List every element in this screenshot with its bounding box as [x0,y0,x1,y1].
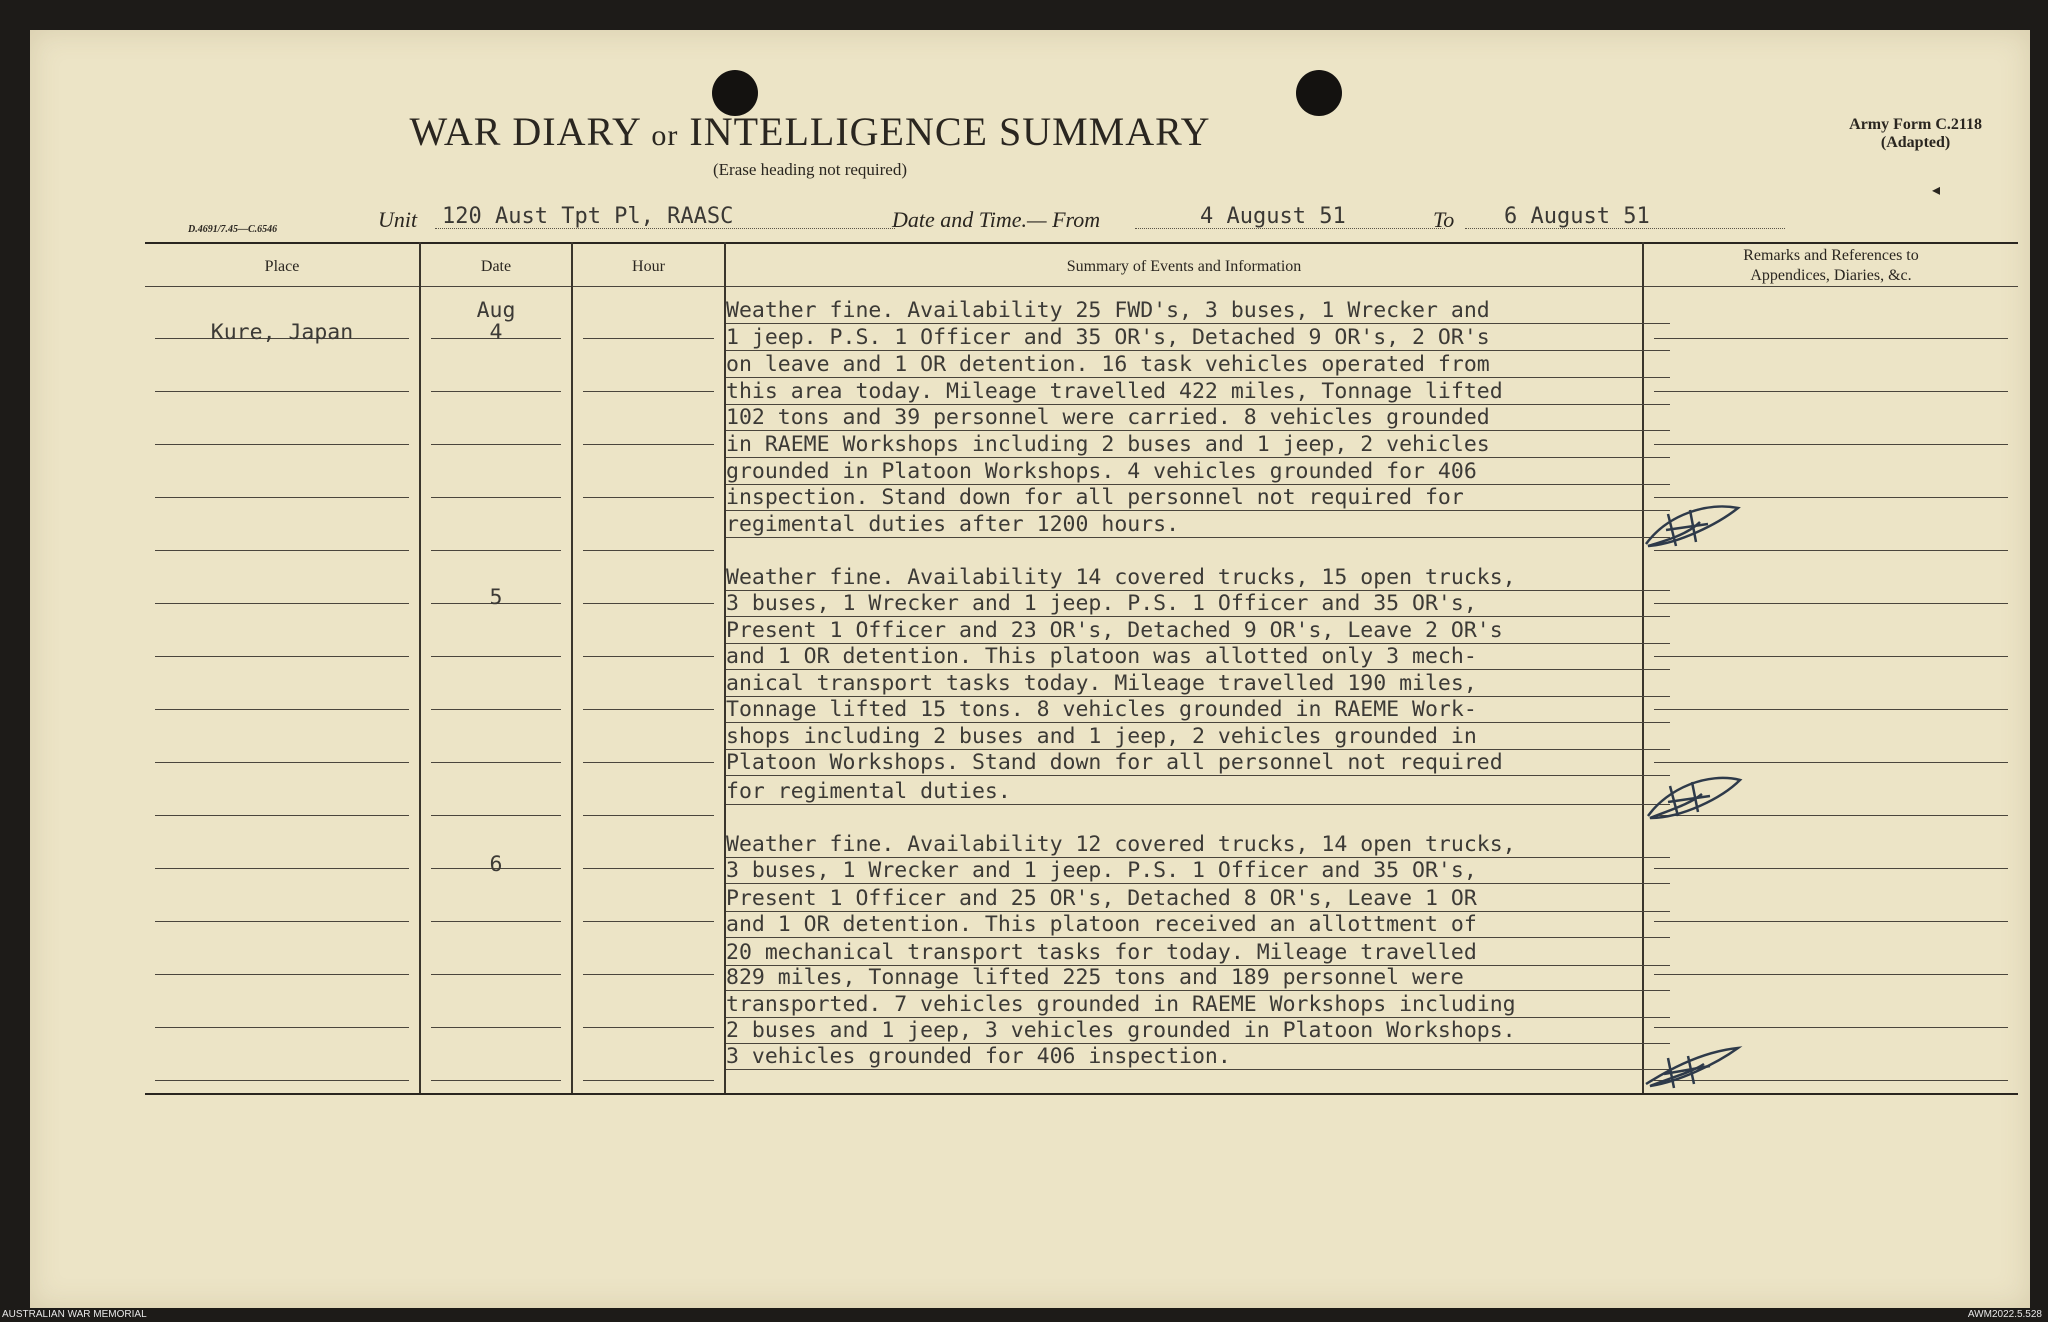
summary-line: Platoon Workshops. Stand down for all personnel not required [726,750,1503,775]
ruled-line [431,974,561,975]
ruled-line [1654,603,2008,604]
ruled-line [155,1027,409,1028]
ruled-line [583,603,714,604]
summary-line: regimental duties after 1200 hours. [726,512,1180,537]
footer-accession-number: AWM2022.5.528 [1967,1309,2042,1320]
ruled-line [726,430,1670,431]
ruled-line [726,457,1670,458]
to-date-value: 6 August 51 [1504,204,1650,229]
ruled-line [726,537,1670,538]
ruled-line [431,550,561,551]
to-label: To [1433,207,1455,232]
ruled-line [583,391,714,392]
ruled-line [155,974,409,975]
ruled-line [431,815,561,816]
ruled-line [155,497,409,498]
print-code: D.4691/7.45—C.6546 [188,224,278,235]
ruled-line [155,815,409,816]
ruled-line [1654,868,2008,869]
ruled-line [431,444,561,445]
ruled-line [155,603,409,604]
summary-line: this area today. Mileage travelled 422 miles, Tonnage lifted [726,379,1503,404]
summary-line: 20 mechanical transport tasks for today. Mileage travelled [726,940,1477,965]
ruled-line [583,921,714,922]
ruled-line [726,804,1670,805]
ruled-line [583,815,714,816]
entry-day: 4 [489,320,503,345]
summary-line: and 1 OR detention. This platoon was allotted only 3 mech- [726,644,1477,669]
ruled-line [726,323,1670,324]
footer-institution: AUSTRALIAN WAR MEMORIAL [2,1309,147,1320]
summary-line: Weather fine. Availability 12 covered trucks, 14 open trucks, [726,832,1516,857]
ruled-line [726,990,1670,991]
entry-place: Kure, Japan [210,320,354,345]
ruled-line [431,709,561,710]
ruled-line [1654,709,2008,710]
summary-line: 102 tons and 39 personnel were carried. 8 vehicles grounded [726,405,1490,430]
unit-value: 120 Aust Tpt Pl, RAASC [442,204,734,229]
ruled-line [431,391,561,392]
ruled-line [726,883,1670,884]
initials-signature [1638,764,1748,824]
ruled-line [431,1027,561,1028]
ruled-line [726,937,1670,938]
ruled-line [1654,338,2008,339]
summary-line: 3 buses, 1 Wrecker and 1 jeep. P.S. 1 Officer and 35 OR's, [726,591,1477,616]
document-title: WAR DIARY or INTELLIGENCE SUMMARY [409,109,1211,154]
ruled-line [155,868,409,869]
ruled-line [726,722,1670,723]
ruled-line [726,1069,1670,1070]
ruled-line [726,669,1670,670]
margin-mark: ◂ [1931,182,1940,199]
header-place: Place [264,258,300,275]
header-hour: Hour [632,258,665,275]
header-remarks: Remarks and References to Appendices, Diaries, &c. [1743,247,1919,284]
ruled-line [583,444,714,445]
ruled-line [583,1080,714,1081]
ruled-line [1654,1027,2008,1028]
initials-signature [1638,494,1748,554]
ruled-line [726,350,1670,351]
ruled-line [583,338,714,339]
summary-line: anical transport tasks today. Mileage travelled 190 miles, [726,671,1477,696]
ruled-line [155,709,409,710]
ruled-line [431,1080,561,1081]
ruled-line [583,868,714,869]
ruled-line [726,775,1670,776]
summary-line: on leave and 1 OR detention. 16 task vehicles operated from [726,352,1490,377]
header-summary: Summary of Events and Information [1066,258,1302,275]
ruled-line [726,377,1670,378]
form-reference: Army Form C.2118 (Adapted) [1849,116,1982,151]
ruled-line [583,656,714,657]
summary-line: shops including 2 buses and 1 jeep, 2 vehicles grounded in [726,724,1477,749]
document-subtitle: (Erase heading not required) [713,160,907,179]
ruled-line [1654,762,2008,763]
ruled-line [155,656,409,657]
unit-label: Unit [378,207,418,232]
ruled-line [1654,656,2008,657]
ruled-line [155,444,409,445]
ruled-line [431,497,561,498]
ruled-line [155,391,409,392]
summary-line: 3 buses, 1 Wrecker and 1 jeep. P.S. 1 Officer and 35 OR's, [726,858,1477,883]
entry-day: 6 [489,852,503,877]
summary-line: and 1 OR detention. This platoon received an allottment of [726,912,1477,937]
ruled-line [583,762,714,763]
summary-line: Present 1 Officer and 23 OR's, Detached 9 OR's, Leave 2 OR's [726,618,1503,643]
from-date-value: 4 August 51 [1200,204,1346,229]
ruled-line [155,550,409,551]
ruled-line [583,709,714,710]
summary-line: in RAEME Workshops including 2 buses and 1 jeep, 2 vehicles [726,432,1490,457]
summary-line: Present 1 Officer and 25 OR's, Detached 8 OR's, Leave 1 OR [726,886,1477,911]
ruled-line [583,1027,714,1028]
ruled-line [155,1080,409,1081]
ruled-line [726,510,1670,511]
summary-line: for regimental duties. [726,779,1011,804]
summary-line: Weather fine. Availability 14 covered trucks, 15 open trucks, [726,565,1516,590]
summary-line: inspection. Stand down for all personnel not required for [726,485,1464,510]
summary-line: Tonnage lifted 15 tons. 8 vehicles grounded in RAEME Work- [726,697,1477,722]
header-date: Date [480,258,512,275]
entry-month: Aug [476,298,516,323]
ruled-line [583,497,714,498]
summary-line: Weather fine. Availability 25 FWD's, 3 buses, 1 Wrecker and [726,298,1490,323]
entry-day: 5 [489,585,503,610]
ruled-line [726,616,1670,617]
summary-line: transported. 7 vehicles grounded in RAEME Workshops including [726,992,1516,1017]
initials-signature [1638,1038,1748,1098]
ruled-line [583,974,714,975]
summary-line: 3 vehicles grounded for 406 inspection. [726,1044,1231,1069]
ruled-line [431,656,561,657]
ruled-line [1654,391,2008,392]
ruled-line [155,762,409,763]
summary-line: 2 buses and 1 jeep, 3 vehicles grounded in Platoon Workshops. [726,1018,1516,1043]
ruled-line [431,762,561,763]
ruled-line [1654,921,2008,922]
summary-line: 829 miles, Tonnage lifted 225 tons and 189 personnel were [726,965,1464,990]
ruled-line [1654,444,2008,445]
ruled-line [155,921,409,922]
ruled-line [583,550,714,551]
summary-line: grounded in Platoon Workshops. 4 vehicles grounded for 406 [726,459,1477,484]
summary-line: 1 jeep. P.S. 1 Officer and 35 OR's, Detached 9 OR's, 2 OR's [726,325,1490,350]
war-diary-sheet [30,30,2030,1308]
ruled-line [1654,974,2008,975]
ruled-line [431,921,561,922]
date-time-label: Date and Time.— From [892,207,1101,232]
